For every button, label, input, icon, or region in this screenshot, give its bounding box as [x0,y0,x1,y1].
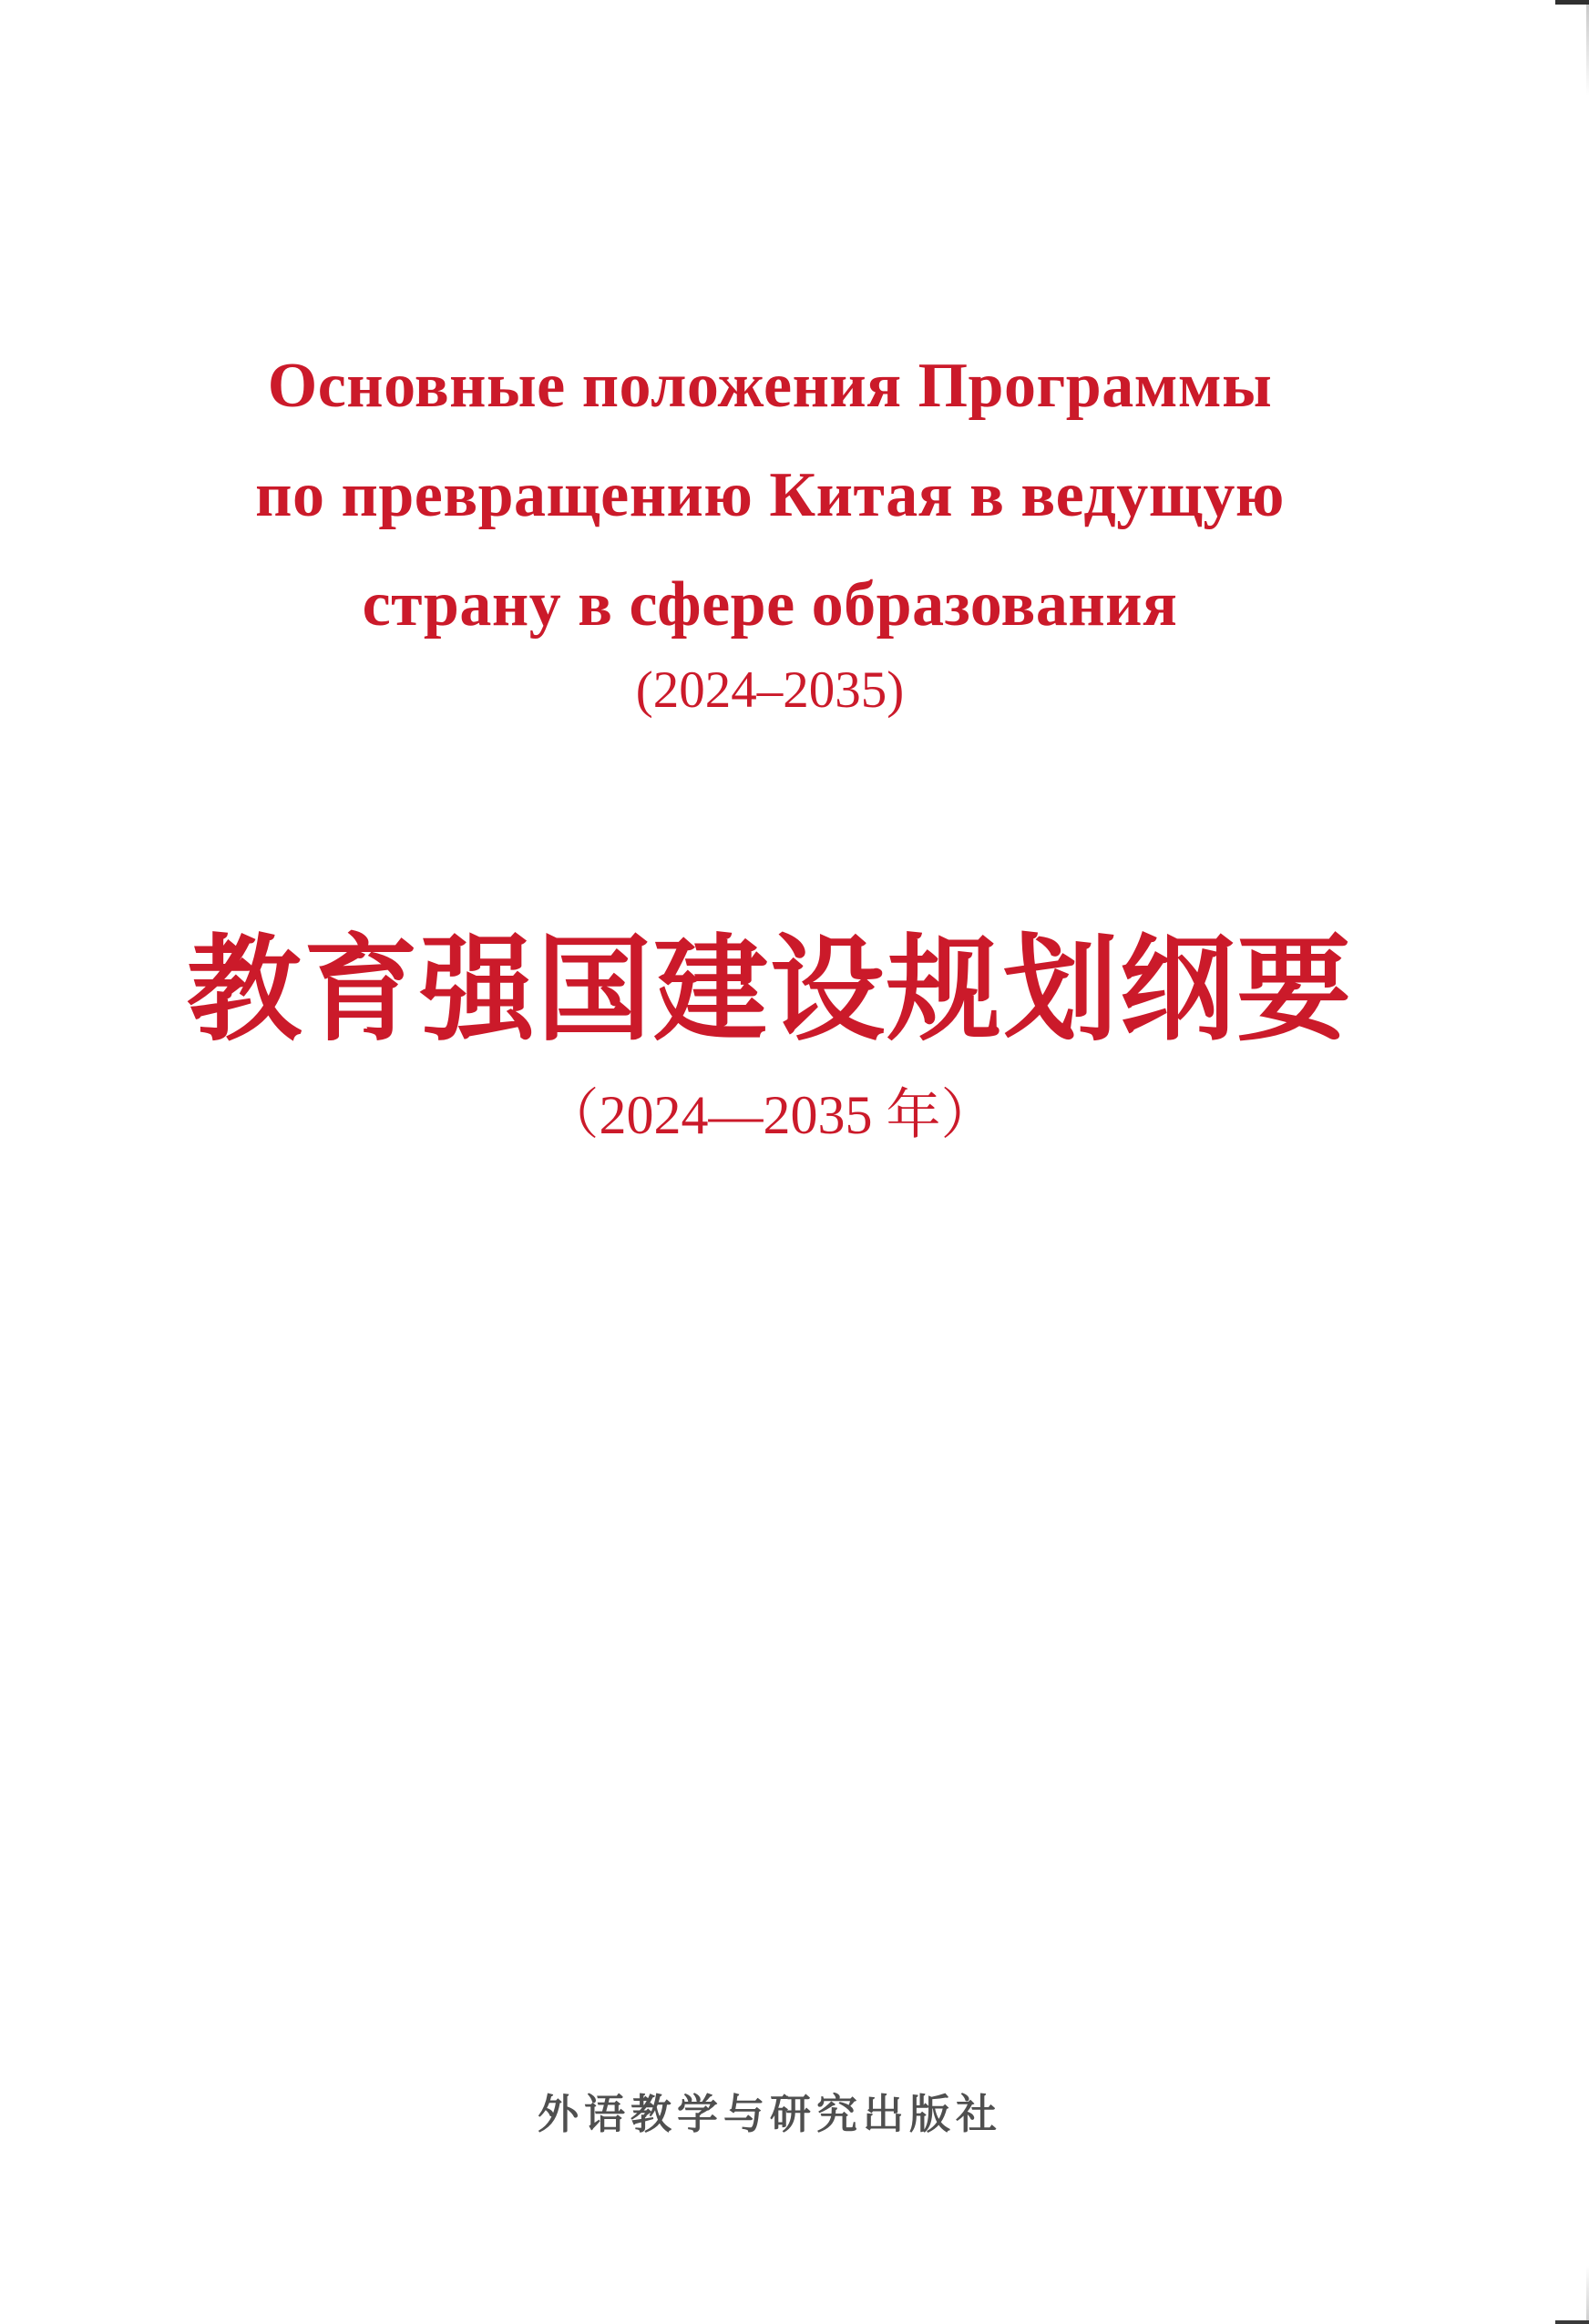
russian-title [0,332,1564,660]
chinese-title-years: （2024—2035 年） [544,1085,996,1145]
russian-title-years: (2024–2035) [635,661,905,719]
russian-title-line-2: по превращению Китая в ведущую [255,460,1285,530]
russian-title-line-3: страну в сфере образования [362,569,1178,640]
chinese-title: 教育强国建设规划纲要 [187,928,1353,1055]
publisher-imprint: 外语教学与研究出版社 [537,2091,1002,2137]
scan-edge-artifact-bottom-right [1555,2320,1589,2324]
scan-edge-artifact-top-right [1555,0,1589,5]
russian-title-line-1: Основные положения Программы [267,351,1273,421]
